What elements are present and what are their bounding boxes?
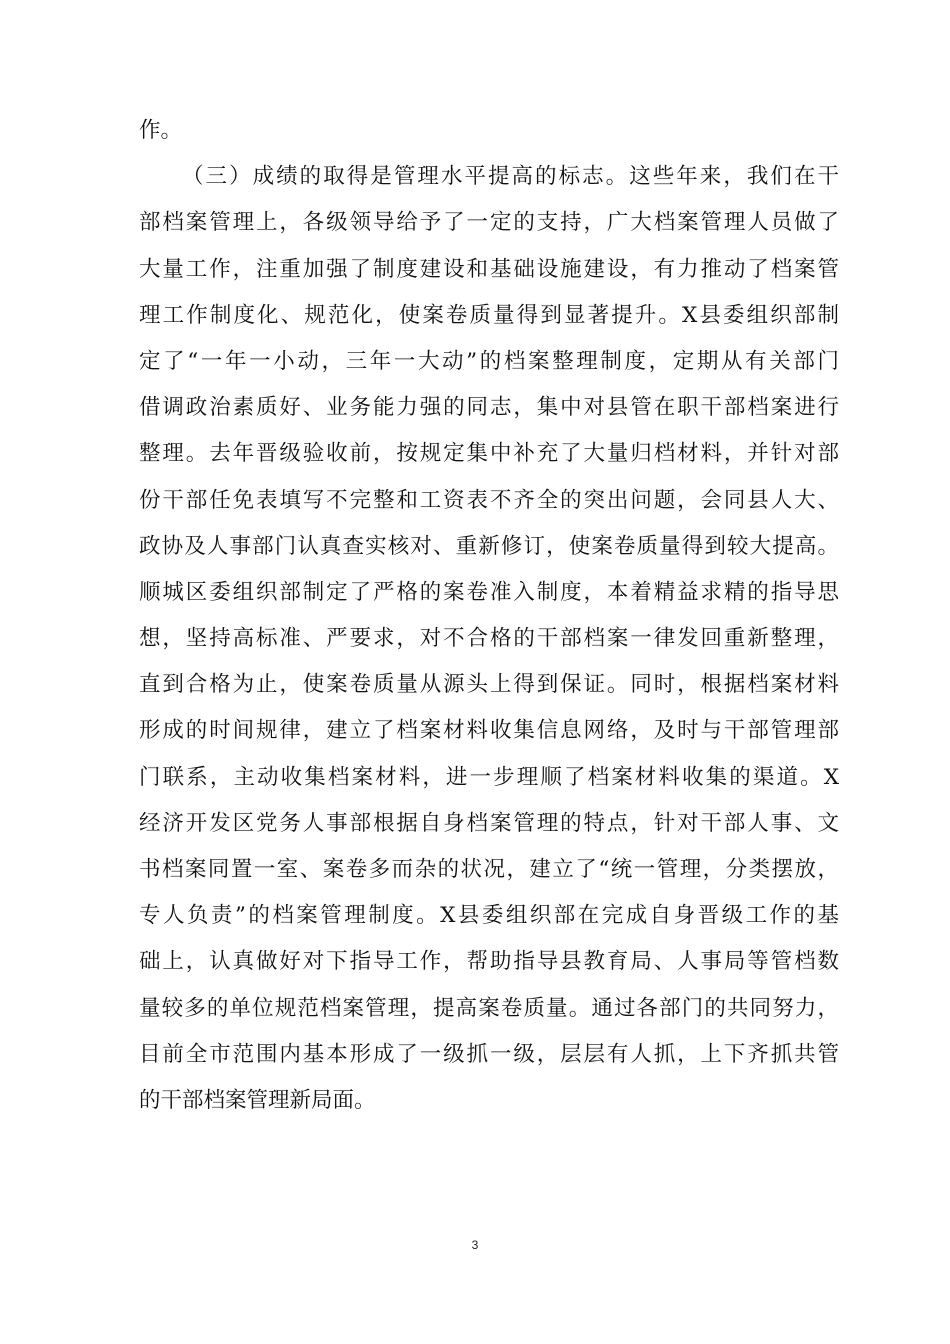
- text-line: 政协及人事部门认真查实核对、重新修订，使案卷质量得到较大提高。: [139, 533, 839, 559]
- text-line: 大量工作，注重加强了制度建设和基础设施建设，有力推动了档案管: [139, 256, 839, 282]
- text-line: 借调政治素质好、业务能力强的同志，集中对县管在职干部档案进行: [139, 395, 839, 421]
- text-line: 整理。去年晋级验收前，按规定集中补充了大量归档材料，并针对部: [139, 441, 839, 467]
- text-line: 门联系，主动收集档案材料，进一步理顺了档案材料收集的渠道。X: [139, 764, 839, 790]
- text-line: 的干部档案管理新局面。: [139, 1087, 376, 1113]
- text-line: 作。: [139, 118, 183, 143]
- text-line: 专人负责”的档案管理制度。X县委组织部在完成自身晋级工作的基: [139, 903, 839, 929]
- text-line: 顺城区委组织部制定了严格的案卷准入制度，本着精益求精的指导思: [139, 579, 839, 605]
- page-number: 3: [471, 1238, 479, 1252]
- text-line: 量较多的单位规范档案管理，提高案卷质量。通过各部门的共同努力，: [139, 995, 839, 1021]
- text-line: 定了“一年一小动，三年一大动”的档案整理制度，定期从有关部门: [139, 348, 839, 374]
- text-line: 直到合格为止，使案卷质量从源头上得到保证。同时，根据档案材料: [139, 672, 839, 698]
- text-line: 想，坚持高标准、严要求，对不合格的干部档案一律发回重新整理，: [139, 626, 839, 652]
- text-line: 形成的时间规律，建立了档案材料收集信息网络，及时与干部管理部: [139, 718, 839, 744]
- text-line: 础上，认真做好对下指导工作，帮助指导县教育局、人事局等管档数: [139, 949, 839, 975]
- text-line: 份干部任免表填写不完整和工资表不齐全的突出问题，会同县人大、: [139, 487, 839, 513]
- text-line: 部档案管理上，各级领导给予了一定的支持，广大档案管理人员做了: [139, 210, 839, 236]
- paragraph-heading-line: （三）成绩的取得是管理水平提高的标志。这些年来，我们在干: [182, 164, 839, 190]
- text-line: 经济开发区党务人事部根据自身档案管理的特点，针对干部人事、文: [139, 810, 839, 836]
- text-line: 目前全市范围内基本形成了一级抓一级，层层有人抓，上下齐抓共管: [139, 1041, 839, 1067]
- body-text: [139, 108, 839, 1124]
- text-line: 理工作制度化、规范化，使案卷质量得到显著提升。X县委组织部制: [139, 302, 839, 328]
- text-line: 书档案同置一室、案卷多而杂的状况，建立了“统一管理，分类摆放，: [139, 857, 839, 882]
